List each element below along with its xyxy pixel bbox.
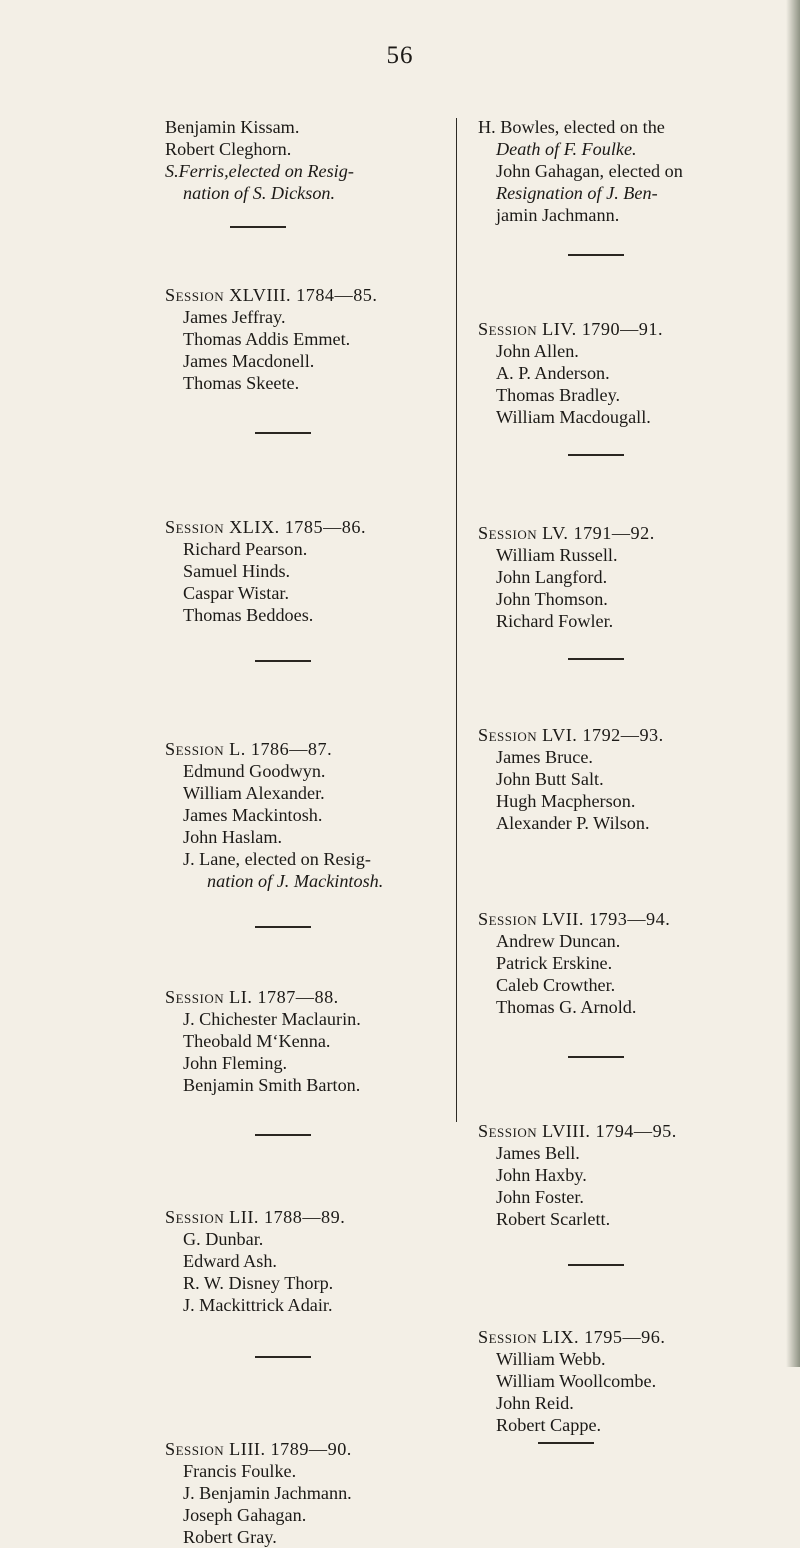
section-rule-wrap bbox=[478, 254, 796, 292]
member-name: Thomas G. Arnold. bbox=[496, 997, 637, 1017]
member-name: Robert Scarlett. bbox=[496, 1209, 611, 1229]
session-block bbox=[165, 986, 465, 1096]
section-rule-wrap bbox=[165, 1356, 465, 1414]
member-name: Robert Cappe. bbox=[496, 1415, 602, 1435]
member-name: G. Dunbar. bbox=[183, 1229, 264, 1249]
section-rule-wrap bbox=[478, 1264, 796, 1310]
section-rule-wrap bbox=[478, 834, 796, 884]
member-name: Edmund Goodwyn. bbox=[183, 761, 326, 781]
session-heading: Session LVI. 1792—93. bbox=[478, 725, 664, 745]
member-name: Hugh Macpherson. bbox=[496, 791, 636, 811]
section-rule-wrap bbox=[165, 226, 465, 266]
intro-line-text: H. Bowles, elected on the bbox=[478, 117, 665, 137]
member-name: William Alexander. bbox=[183, 783, 325, 803]
member-name: Samuel Hinds. bbox=[183, 561, 291, 581]
member-name: Richard Fowler. bbox=[496, 611, 614, 631]
member-name: John Reid. bbox=[496, 1393, 574, 1413]
member-name: Thomas Addis Emmet. bbox=[183, 329, 351, 349]
section-rule bbox=[568, 1056, 624, 1058]
section-rule-wrap bbox=[478, 658, 796, 698]
intro-line bbox=[478, 116, 796, 138]
right-intro bbox=[478, 116, 796, 226]
session-heading: Session LIII. 1789—90. bbox=[165, 1439, 352, 1459]
member-name: Caspar Wistar. bbox=[183, 583, 290, 603]
session-heading: Session XLIX. 1785—86. bbox=[165, 517, 366, 537]
member-name: Francis Foulke. bbox=[183, 1461, 297, 1481]
session-heading: Session L. 1786—87. bbox=[165, 739, 333, 759]
member-name: Caleb Crowther. bbox=[496, 975, 616, 995]
page-number: 56 bbox=[386, 42, 414, 69]
session-block bbox=[478, 318, 796, 428]
intro-line: John Gahagan, elected on bbox=[496, 161, 683, 181]
member-name: J. Mackittrick Adair. bbox=[183, 1295, 333, 1315]
session-block bbox=[478, 1326, 796, 1436]
section-rule bbox=[255, 1356, 311, 1358]
session-heading: Session LIX. 1795—96. bbox=[478, 1327, 666, 1347]
member-name: William Russell. bbox=[496, 545, 618, 565]
member-name: John Thomson. bbox=[496, 589, 608, 609]
intro-line: jamin Jachmann. bbox=[496, 205, 620, 225]
member-name: Richard Pearson. bbox=[183, 539, 308, 559]
member-name: John Fleming. bbox=[183, 1053, 288, 1073]
section-rule bbox=[568, 658, 624, 660]
member-name: J. Lane, elected on Resig- bbox=[183, 849, 371, 869]
member-name: William Macdougall. bbox=[496, 407, 651, 427]
session-block bbox=[165, 1438, 465, 1548]
page-edge-shadow bbox=[786, 0, 800, 1367]
intro-line: Benjamin Kissam. bbox=[165, 117, 300, 137]
session-heading: Session LV. 1791—92. bbox=[478, 523, 655, 543]
session-block bbox=[165, 738, 465, 892]
session-block bbox=[165, 1206, 465, 1316]
intro-line: Robert Cleghorn. bbox=[165, 139, 292, 159]
member-name: John Haslam. bbox=[183, 827, 283, 847]
section-rule-wrap bbox=[165, 660, 465, 712]
member-name: J. Chichester Maclaurin. bbox=[183, 1009, 361, 1029]
section-rule bbox=[255, 1134, 311, 1136]
member-name: William Woollcombe. bbox=[496, 1371, 657, 1391]
member-name: A. P. Anderson. bbox=[496, 363, 610, 383]
session-heading: Session LI. 1787—88. bbox=[165, 987, 339, 1007]
member-name: John Haxby. bbox=[496, 1165, 587, 1185]
session-block bbox=[165, 516, 465, 626]
section-rule bbox=[230, 226, 286, 228]
section-rule bbox=[568, 454, 624, 456]
section-rule bbox=[568, 1264, 624, 1266]
session-block bbox=[478, 1120, 796, 1230]
member-name: John Langford. bbox=[496, 567, 608, 587]
member-name: William Webb. bbox=[496, 1349, 606, 1369]
member-name: John Foster. bbox=[496, 1187, 584, 1207]
session-block bbox=[478, 724, 796, 834]
section-rule bbox=[255, 432, 311, 434]
member-name: Patrick Erskine. bbox=[496, 953, 613, 973]
section-rule-wrap bbox=[478, 454, 796, 496]
right-column bbox=[478, 116, 796, 1468]
member-name: Joseph Gahagan. bbox=[183, 1505, 307, 1525]
member-name: nation of J. Mackintosh. bbox=[207, 871, 384, 891]
section-rule-wrap bbox=[165, 432, 465, 490]
member-name: James Bruce. bbox=[496, 747, 593, 767]
member-name: Thomas Skeete. bbox=[183, 373, 300, 393]
section-rule bbox=[568, 254, 624, 256]
section-rule bbox=[255, 660, 311, 662]
member-name: Alexander P. Wilson. bbox=[496, 813, 650, 833]
member-name: Thomas Beddoes. bbox=[183, 605, 314, 625]
session-heading: Session LVII. 1793—94. bbox=[478, 909, 671, 929]
member-name: Theobald M‘Kenna. bbox=[183, 1031, 331, 1051]
session-block bbox=[478, 908, 796, 1018]
member-name: R. W. Disney Thorp. bbox=[183, 1273, 334, 1293]
session-heading: Session LIV. 1790—91. bbox=[478, 319, 664, 339]
member-name: James Macdonell. bbox=[183, 351, 315, 371]
member-name: Robert Gray. bbox=[183, 1527, 277, 1547]
section-rule-wrap bbox=[165, 1134, 465, 1192]
member-name: John Butt Salt. bbox=[496, 769, 604, 789]
left-column bbox=[165, 116, 465, 1548]
section-rule bbox=[538, 1442, 594, 1444]
member-name: Thomas Bradley. bbox=[496, 385, 621, 405]
session-heading: Session LVIII. 1794—95. bbox=[478, 1121, 677, 1141]
session-block bbox=[478, 522, 796, 632]
member-name: Andrew Duncan. bbox=[496, 931, 621, 951]
session-heading: Session LII. 1788—89. bbox=[165, 1207, 346, 1227]
session-block bbox=[165, 284, 465, 394]
intro-line: nation of S. Dickson. bbox=[183, 183, 336, 203]
section-rule bbox=[255, 926, 311, 928]
section-rule-wrap bbox=[478, 1442, 796, 1468]
section-rule-wrap bbox=[165, 926, 465, 972]
member-name: James Mackintosh. bbox=[183, 805, 323, 825]
session-heading: Session XLVIII. 1784—85. bbox=[165, 285, 378, 305]
member-name: John Allen. bbox=[496, 341, 579, 361]
left-intro bbox=[165, 116, 465, 204]
member-name: Benjamin Smith Barton. bbox=[183, 1075, 361, 1095]
member-name: Edward Ash. bbox=[183, 1251, 277, 1271]
member-name: J. Benjamin Jachmann. bbox=[183, 1483, 352, 1503]
intro-line: Death of F. Foulke. bbox=[496, 139, 637, 159]
section-rule-wrap bbox=[478, 1056, 796, 1108]
member-name: James Bell. bbox=[496, 1143, 580, 1163]
intro-line: S.Ferris,elected on Resig- bbox=[165, 161, 354, 181]
member-name: James Jeffray. bbox=[183, 307, 286, 327]
intro-line: Resignation of J. Ben- bbox=[496, 183, 658, 203]
